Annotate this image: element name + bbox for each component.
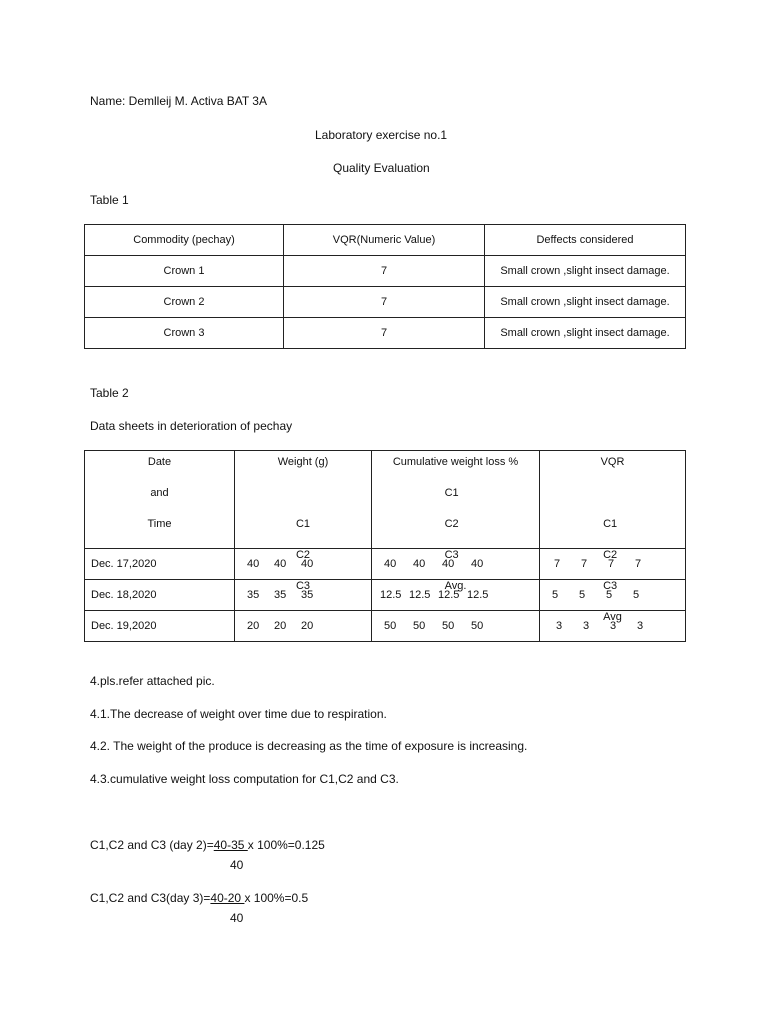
value: 7 (554, 558, 561, 570)
doc-title: Laboratory exercise no.1 (315, 128, 448, 142)
col-header-vqr: VQR(Numeric Value) (284, 225, 485, 256)
table-row (85, 549, 686, 580)
table-cell: Small crown ,slight insect damage. (485, 287, 686, 318)
sub-header: C2 (295, 549, 311, 561)
item-4: 4.pls.refer attached pic. (90, 674, 215, 688)
calc-day3-denominator: 40 (230, 911, 244, 925)
table2-caption: Table 2 (90, 386, 129, 400)
date-cell: Dec. 19,2020 (85, 611, 235, 642)
value: 7 (608, 558, 615, 570)
value: 35 (301, 589, 314, 601)
value: 5 (606, 589, 613, 601)
doc-subtitle: Quality Evaluation (333, 161, 430, 175)
col-header-vqr (540, 451, 686, 623)
value: 12.5 (380, 589, 402, 601)
sub-header: Avg (603, 611, 622, 623)
value: 12.5 (467, 589, 489, 601)
sub-header: C1 (603, 518, 618, 530)
calc-suffix: x 100%=0.125 (247, 838, 325, 852)
table-cell: 7 (284, 256, 485, 287)
header-text: Date (147, 456, 172, 468)
value: 40 (247, 558, 260, 570)
calc-prefix: C1,C2 and C3(day 3)= (90, 891, 211, 905)
value: 20 (301, 620, 314, 632)
value: 7 (635, 558, 642, 570)
value: 50 (413, 620, 426, 632)
table-row (85, 611, 686, 642)
table-cell: 7 (284, 287, 485, 318)
calc-suffix: x 100%=0.5 (244, 891, 309, 905)
value: 40 (384, 558, 397, 570)
value: 35 (247, 589, 260, 601)
calc-numerator: 40-20 (210, 891, 245, 905)
value: 7 (581, 558, 588, 570)
sub-header: C1 (295, 518, 311, 530)
value: 40 (471, 558, 484, 570)
value: 50 (471, 620, 484, 632)
value: 40 (301, 558, 314, 570)
table-cell: Crown 1 (85, 256, 284, 287)
header-subcols (603, 517, 622, 623)
header-text: Time (147, 518, 172, 530)
table-row (85, 318, 686, 349)
value: 50 (442, 620, 455, 632)
sub-header: C3 (444, 549, 459, 561)
sub-header: C1 (444, 487, 459, 499)
header-text: VQR (600, 456, 625, 468)
value: 3 (583, 620, 590, 632)
header-text: and (150, 487, 169, 499)
value: 3 (556, 620, 563, 632)
col-header-date (85, 451, 235, 549)
value: 3 (610, 620, 617, 632)
table-row (85, 580, 686, 611)
col-header-defects: Deffects considered (485, 225, 686, 256)
sub-header: C3 (603, 580, 618, 592)
header-text: Cumulative weight loss % (392, 456, 519, 468)
table-cell: Small crown ,slight insect damage. (485, 318, 686, 349)
value: 12.5 (409, 589, 431, 601)
value: 12.5 (438, 589, 460, 601)
table-row (85, 287, 686, 318)
value: 5 (579, 589, 586, 601)
item-4-3: 4.3.cumulative weight loss computation for C1,C2 and C3. (90, 772, 399, 786)
header-text: Weight (g) (277, 456, 329, 468)
table-header-row (85, 451, 686, 549)
table-cell: 7 (284, 318, 485, 349)
sub-header: C2 (603, 549, 618, 561)
table-cell: Small crown ,slight insect damage. (485, 256, 686, 287)
item-4-2: 4.2. The weight of the produce is decreasing as the time of exposure is increasing. (90, 739, 528, 753)
cwl-cell (372, 611, 540, 642)
value: 3 (637, 620, 644, 632)
table-header-row (85, 225, 686, 256)
sub-header: C3 (295, 580, 311, 592)
value: 40 (274, 558, 287, 570)
table1-caption: Table 1 (90, 193, 129, 207)
name-line: Name: Demlleij M. Activa BAT 3A (90, 94, 267, 108)
sub-header: C2 (444, 518, 459, 530)
value: 35 (274, 589, 287, 601)
date-cell: Dec. 18,2020 (85, 580, 235, 611)
value: 5 (633, 589, 640, 601)
calc-day3 (90, 891, 308, 905)
calc-prefix: C1,C2 and C3 (day 2)= (90, 838, 214, 852)
value: 40 (442, 558, 455, 570)
calc-numerator: 40-35 (213, 838, 248, 852)
table-cell: Crown 3 (85, 318, 284, 349)
weight-cell (235, 611, 372, 642)
value: 50 (384, 620, 397, 632)
value: 5 (552, 589, 559, 601)
table2-title: Data sheets in deterioration of pechay (90, 419, 293, 433)
value: 20 (274, 620, 287, 632)
date-cell: Dec. 17,2020 (85, 549, 235, 580)
table-cell: Crown 2 (85, 287, 284, 318)
calc-day2 (90, 838, 325, 852)
col-header-commodity: Commodity (pechay) (85, 225, 284, 256)
calc-day2-denominator: 40 (230, 858, 244, 872)
table-row (85, 256, 686, 287)
value: 40 (413, 558, 426, 570)
table-2 (84, 450, 686, 642)
table-1 (84, 224, 686, 349)
sub-header: Avg. (444, 580, 467, 592)
item-4-1: 4.1.The decrease of weight over time due to respiration. (90, 707, 387, 721)
value: 20 (247, 620, 260, 632)
